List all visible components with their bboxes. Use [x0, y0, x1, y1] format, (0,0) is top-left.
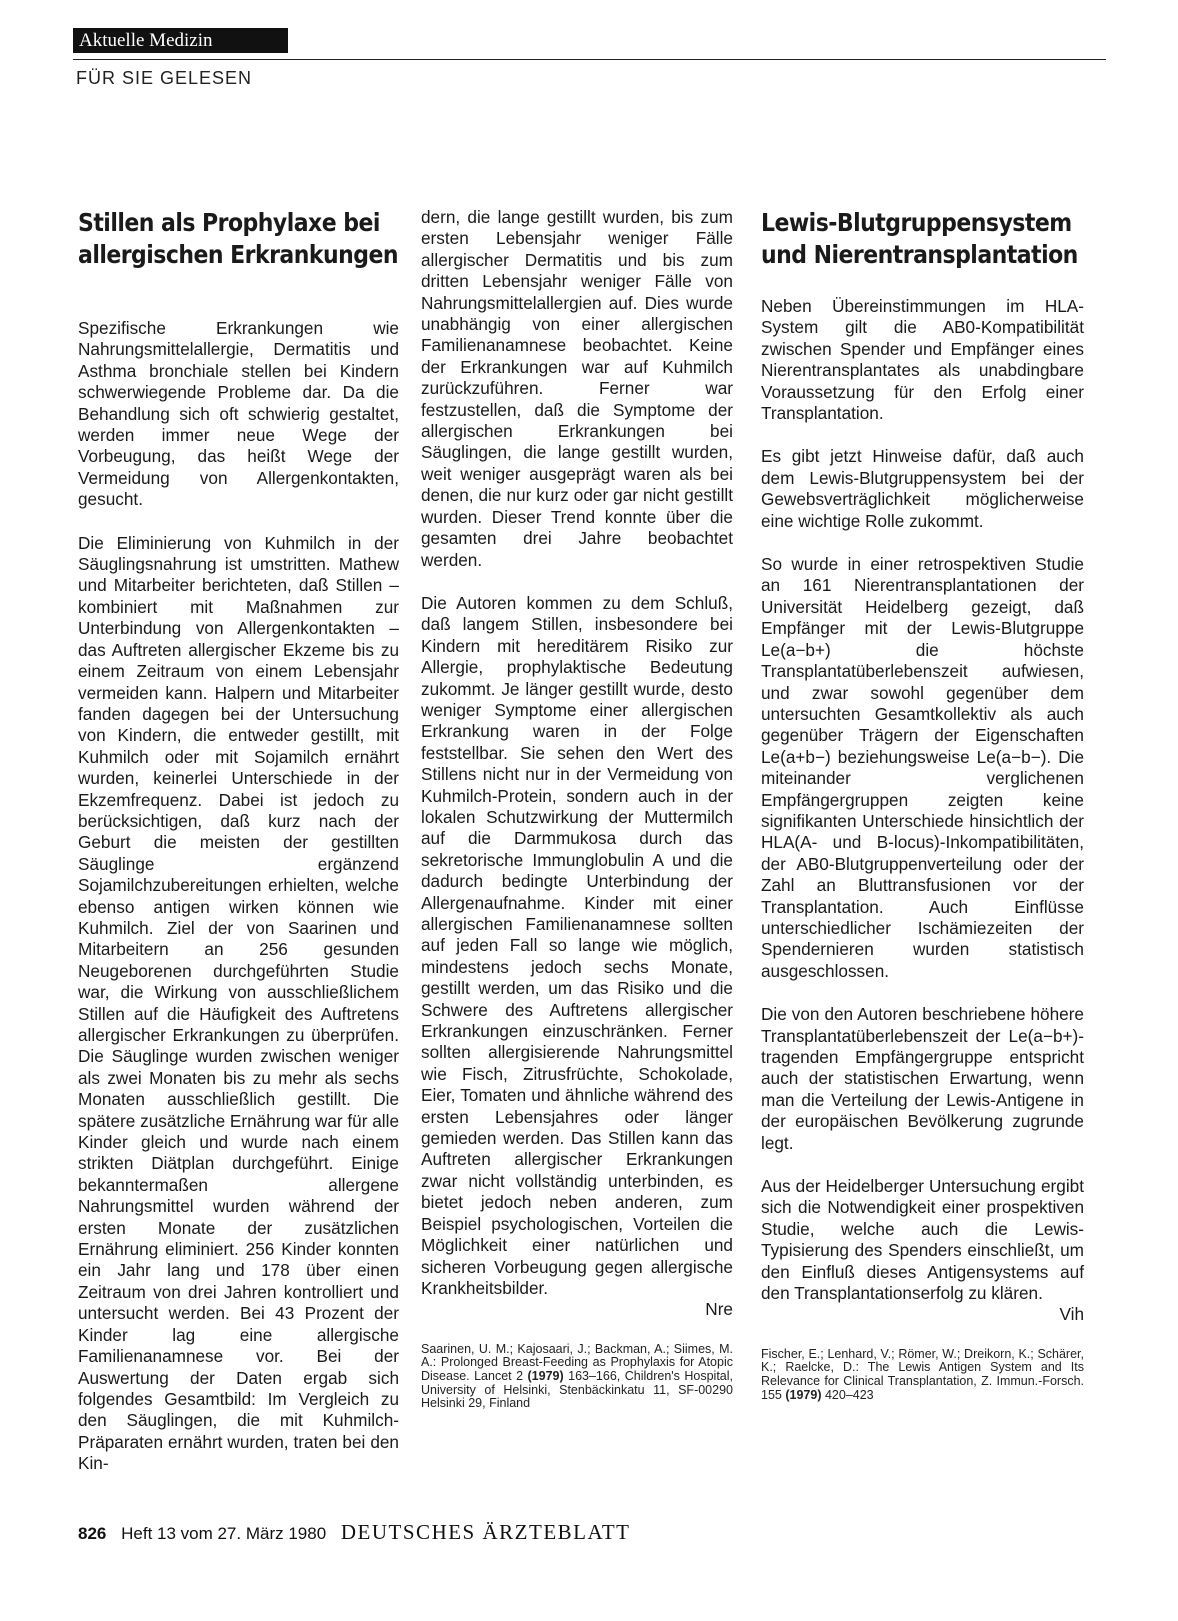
article-2-reference-year: (1979) — [785, 1387, 822, 1402]
column-kicker: FÜR SIE GELESEN — [76, 68, 253, 88]
article-2-body — [761, 296, 1084, 1326]
article-1-body-part-2 — [421, 207, 733, 1321]
article-1-column-2 — [421, 207, 733, 1411]
article-2-reference-authors: Fischer, E.; Lenhard, V.; Römer, W.; Dreikorn, K.; Schärer, K.; Raelcke, D.: The Lewis Antigen System and Its Relevance for Clinical Transplantation, Z. Immun.-Forsch. 155 — [761, 1346, 1084, 1402]
article-1-title — [78, 207, 398, 271]
article-1-body-part-1 — [78, 318, 399, 1475]
article-2-paragraph-4: Die von den Autoren beschriebene höhere Transplantatüberlebenszeit der Le(a−b+)-tragenden Empfängergruppe entspricht auch der statistischen Erwartung, wenn man die Verteilung der Lewis-Antigene in der europäischen Bevölkerung zugrunde legt. — [761, 1004, 1084, 1153]
article-2-paragraph-1: Neben Übereinstimmungen im HLA-System gilt die AB0-Kompatibilität zwischen Spender und Empfänger eines Nierentransplantates als unabdingbare Voraussetzung für den Erfolg einer Transplantation. — [761, 296, 1084, 424]
journal-name: DEUTSCHES ÄRZTEBLATT — [340, 1520, 631, 1544]
article-1-column-1 — [78, 207, 399, 1497]
article-2-paragraph-5 — [761, 1176, 1084, 1326]
article-2-paragraph-5-text: Aus der Heidelberger Untersuchung ergibt sich die Notwendigkeit einer prospektiven Studie, welche auch die Lewis-Typisierung des Spenders einschließt, um den Einfluß dieses Antigensystems auf den Transplantationserfolg zu klären. — [761, 1176, 1084, 1304]
article-1-title-line-1: Stillen als Prophylaxe bei — [78, 208, 380, 237]
article-2-title-line-1: Lewis-Blutgruppensystem — [761, 208, 1072, 237]
article-1-paragraph-1: Spezifische Erkrankungen wie Nahrungsmittelallergie, Dermatitis und Asthma bronchiale stellen bei Kindern schwerwiegende Probleme dar. Da die Behandlung sich oft schwierig gestaltet, werden immer neue Wege der Vorbeugung, das heißt Wege der Vermeidung von Allergenkontakten, gesucht. — [78, 318, 399, 510]
article-1-paragraph-2: Die Eliminierung von Kuhmilch in der Säuglingsnahrung ist umstritten. Mathew und Mitarbeiter berichteten, daß Stillen – kombiniert mit Maßnahmen zur Unterbindung von Allergenkontakten – das Auftreten allergischer Ekzeme bis zu einem Zeitraum von einem Lebensjahr vermeiden kann. Halpern und Mitarbeiter fanden dagegen bei der Untersuchung von Kindern, die entweder gestillt, mit Kuhmilch oder mit Sojamilch ernährt wurden, keinerlei Unterschiede in der Ekzemfrequenz. Dabei ist jedoch zu berücksichtigen, daß kurz nach der Geburt die meisten der gestillten Säuglinge ergänzend Sojamilchzubereitungen erhielten, welche ebenso antigen wirken können wie Kuhmilch. Ziel der von Saarinen und Mitarbeitern an 256 gesunden Neugeborenen durchgeführten Studie war, die Wirkung von ausschließlichem Stillen auf die Häufigkeit des Auftretens allergischer Erkrankungen zu überprüfen. Die Säuglinge wurden zwischen weniger als zwei Monaten bis zu mehr als sechs Monaten ausschließlich gestillt. Die spätere zusätzliche Ernährung war für alle Kinder gleich und wurde nach einem strikten Diätplan durchgeführt. Einige bekanntermaßen allergene Nahrungsmittel wurden während der ersten Monate der zusätzlichen Ernährung eliminiert. 256 Kinder konnten ein Jahr lang und 178 über einen Zeitraum von drei Jahren kontrolliert und untersucht werden. Bei 43 Prozent der Kinder lag eine allergische Familienanamnese vor. Bei der Auswertung der Daten ergab sich folgendes Gesamtbild: Im Vergleich zu den Säuglingen, die mit Kuhmilch-Präparaten ernährt wurden, traten bei den Kin- — [78, 532, 399, 1474]
article-1-paragraph-3: dern, die lange gestillt wurden, bis zum ersten Lebensjahr weniger Fälle allergischer Dermatitis und bis zum dritten Lebensjahr weniger Fälle von Nahrungsmittelallergien auf. Dies wurde unabhängig von einer allergischen Familienanamnese beobachtet. Keine der Erkrankungen war auf Kuhmilch zurückzuführen. Ferner war festzustellen, daß die Symptome der allergischen Erkrankungen bei Säuglingen, die lange gestillt wurden, weit weniger ausgeprägt waren als bei denen, die nur kurz oder gar nicht gestillt wurden. Dieser Trend konnte über die gesamten drei Jahre beobachtet werden. — [421, 207, 733, 570]
header-rule — [73, 59, 1106, 60]
article-2-signature: Vih — [1059, 1304, 1084, 1325]
article-2-reference — [761, 1348, 1084, 1402]
article-1-title-line-2: allergischen Erkrankungen — [78, 240, 398, 269]
article-1-paragraph-4 — [421, 593, 733, 1321]
issue-info: Heft 13 vom 27. März 1980 — [121, 1524, 327, 1543]
page-footer — [78, 1520, 630, 1545]
article-2-paragraph-2: Es gibt jetzt Hinweise dafür, daß auch dem Lewis-Blutgruppensystem bei der Gewebsverträglichkeit möglicherweise eine wichtige Rolle zukommt. — [761, 446, 1084, 531]
article-1-reference-authors: Saarinen, U. M.; Kajosaari, J.; Backman, A.; Siimes, M. A.: Prolonged Breast-Feeding as Prophylaxis for Atopic Disease. Lancet 2 — [421, 1341, 733, 1383]
article-1-paragraph-4-text: Die Autoren kommen zu dem Schluß, daß langem Stillen, insbesondere bei Kindern mit hereditärem Risiko zur Allergie, prophylaktische Bedeutung zukommt. Je länger gestillt wurde, desto weniger Symptome einer allergischen Erkrankung waren in der Folge feststellbar. Sie sehen den Wert des Stillens nicht nur in der Vermeidung von Kuhmilch-Protein, sondern auch in der lokalen Schutzwirkung der Muttermilch auf die Darmmukosa durch das sekretorische Immunglobulin A und die dadurch bedingte Unterbindung der Allergenaufnahme. Kinder mit einer allergischen Familienanamnese sollten auf jeden Fall so lange wie möglich, mindestens jedoch sechs Monate, gestillt werden, um das Risiko und die Schwere des Auftretens allergischer Erkrankungen einzuschränken. Ferner sollten allergisierende Nahrungsmittel wie Fisch, Zitrusfrüchte, Schokolade, Eier, Tomaten und ähnliche während des ersten Lebensjahres oder länger gemieden werden. Das Stillen kann das Auftreten allergischer Erkrankungen zwar nicht vollständig unterbinden, es bietet jedoch neben anderen, zum Beispiel psychologischen, Vorteilen die Möglichkeit einer natürlichen und sicheren Vorbeugung gegen allergische Krankheitsbilder. — [421, 592, 733, 1298]
article-2-reference-rest: 420–423 — [824, 1387, 874, 1402]
section-label: Aktuelle Medizin — [73, 28, 288, 53]
article-2-column — [761, 207, 1084, 1402]
article-1-signature: Nre — [705, 1299, 733, 1320]
article-2-title — [761, 207, 1078, 271]
article-1-reference-rest: 163–166, Children's Hospital, University of Helsinki, Stenbäckinkatu 11, SF-00290 Helsinki 29, Finland — [421, 1368, 734, 1411]
article-2-paragraph-3: So wurde in einer retrospektiven Studie an 161 Nierentransplantationen der Universität Heidelberg gezeigt, daß Empfänger mit der Lewis-Blutgruppe Le(a−b+) die höchste Transplantatüberlebenszeit aufwiesen, und zwar sowohl gegenüber dem untersuchten Gesamtkollektiv als auch gegenüber Trägern der Eigenschaften Le(a+b−) beziehungsweise Le(a−b−). Die miteinander verglichenen Empfängergruppen zeigten keine signifikanten Unterschiede hinsichtlich der HLA(A- und B-locus)-Inkompatibilitäten, der AB0-Blutgruppenverteilung oder der Zahl an Bluttransfusionen vor der Transplantation. Auch Einflüsse unterschiedlicher Ischämiezeiten der Spendernieren wurden statistisch ausgeschlossen. — [761, 554, 1084, 981]
page-number: 826 — [78, 1524, 107, 1543]
article-2-title-line-2: und Nierentransplantation — [761, 240, 1078, 269]
article-1-reference — [421, 1343, 733, 1411]
article-1-reference-year: (1979) — [527, 1368, 564, 1383]
